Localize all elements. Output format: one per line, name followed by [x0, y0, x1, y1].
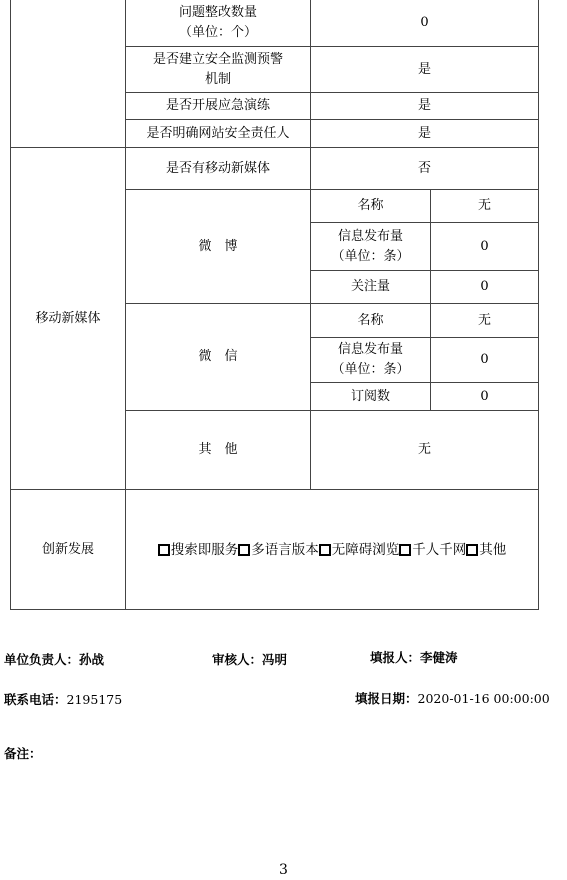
value-security-owner: 是 [310, 119, 539, 148]
date-value: 2020-01-16 00:00:00 [417, 691, 550, 706]
left-blank-cell [10, 0, 126, 148]
value-emergency-drill: 是 [310, 92, 539, 120]
weixin-name-label: 名称 [310, 303, 431, 338]
weixin-label: 微 信 [125, 303, 311, 411]
weixin-subscribers-label: 订阅数 [310, 382, 431, 411]
checkbox-icon[interactable] [158, 544, 170, 556]
weibo-name-value: 无 [430, 189, 539, 223]
unit-head-value: 孙战 [79, 652, 105, 667]
report-date: 填报日期：2020-01-16 00:00:00 [355, 691, 550, 706]
checkbox-icon[interactable] [319, 544, 331, 556]
weibo-posts-value: 0 [430, 222, 539, 271]
weibo-posts-label: 信息发布量 （单位：条） [310, 222, 431, 271]
option-multilingual[interactable]: 多语言版本 [238, 540, 319, 560]
option-search-as-service[interactable]: 搜索即服务 [158, 540, 239, 560]
weibo-name-label: 名称 [310, 189, 431, 223]
page-number: 3 [279, 862, 288, 878]
option-other[interactable]: 其他 [466, 540, 506, 560]
weixin-subscribers-value: 0 [430, 382, 539, 411]
checkbox-icon[interactable] [238, 544, 250, 556]
innovation-label: 创新发展 [10, 489, 126, 610]
contact-phone: 联系电话：2195175 [4, 692, 123, 707]
other-value: 无 [310, 410, 539, 490]
unit-head: 单位负责人：孙战 [4, 652, 105, 667]
mobile-section-label: 移动新媒体 [10, 147, 126, 490]
filler-value: 李健涛 [420, 650, 458, 665]
weibo-followers-label: 关注量 [310, 270, 431, 304]
weixin-name-value: 无 [430, 303, 539, 338]
reviewer-value: 冯明 [262, 652, 288, 667]
other-label: 其 他 [125, 410, 311, 490]
option-personalized[interactable]: 千人千网 [399, 540, 466, 560]
remarks: 备注： [4, 746, 42, 761]
label-monitoring-mechanism: 是否建立安全监测预警 机制 [125, 46, 311, 93]
phone-value: 2195175 [66, 692, 123, 707]
reviewer: 审核人：冯明 [212, 652, 288, 667]
weixin-posts-label: 信息发布量 （单位：条） [310, 337, 431, 383]
label-emergency-drill: 是否开展应急演练 [125, 92, 311, 120]
innovation-options [125, 489, 539, 610]
weibo-followers-value: 0 [430, 270, 539, 304]
label-has-mobile: 是否有移动新媒体 [125, 147, 311, 190]
value-issue-count: 0 [310, 0, 539, 47]
value-monitoring-mechanism: 是 [310, 46, 539, 93]
checkbox-icon[interactable] [399, 544, 411, 556]
checkbox-icon[interactable] [466, 544, 478, 556]
option-accessible-browsing[interactable]: 无障碍浏览 [319, 540, 400, 560]
filler: 填报人：李健涛 [370, 650, 458, 665]
value-has-mobile: 否 [310, 147, 539, 190]
weibo-label: 微 博 [125, 189, 311, 304]
label-security-owner: 是否明确网站安全责任人 [125, 119, 311, 148]
weixin-posts-value: 0 [430, 337, 539, 383]
label-issue-count: 问题整改数量 （单位：个） [125, 0, 311, 47]
